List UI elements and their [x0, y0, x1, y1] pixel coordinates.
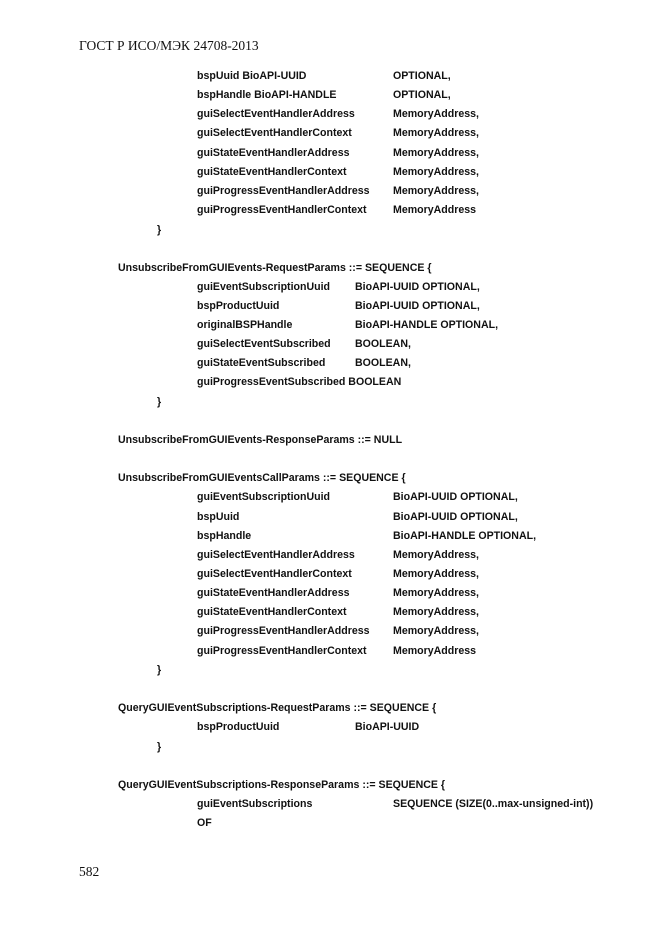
code-line-type: BioAPI-HANDLE OPTIONAL, — [355, 319, 499, 331]
code-line-type: MemoryAddress, — [393, 568, 479, 580]
code-line: guiProgressEventHandlerContext — [197, 645, 367, 657]
code-line-type: BOOLEAN, — [355, 338, 411, 350]
code-line-type: MemoryAddress, — [393, 166, 479, 178]
code-line-type: BioAPI-UUID — [355, 721, 420, 733]
code-line: bspHandle — [197, 530, 252, 542]
code-line-type: BioAPI-UUID OPTIONAL, — [355, 281, 480, 293]
code-line-type: MemoryAddress, — [393, 127, 479, 139]
code-line-type: MemoryAddress, — [393, 587, 479, 599]
code-line: UnsubscribeFromGUIEvents-RequestParams ::= SEQUENCE { — [118, 262, 432, 274]
code-line-type: MemoryAddress — [393, 645, 477, 657]
code-line: guiEventSubscriptionUuid — [197, 281, 331, 293]
code-line: } — [157, 741, 162, 753]
code-line: guiSelectEventHandlerContext — [197, 127, 352, 139]
code-line-type: BioAPI-UUID OPTIONAL, — [393, 511, 518, 523]
code-line: guiStateEventHandlerAddress — [197, 147, 350, 159]
code-line-type: MemoryAddress, — [393, 185, 479, 197]
code-line: QueryGUIEventSubscriptions-ResponseParams ::= SEQUENCE { — [118, 779, 446, 791]
code-line-type: SEQUENCE (SIZE(0..max-unsigned-int)) — [393, 798, 594, 810]
code-line: bspHandle BioAPI-HANDLE — [197, 89, 337, 101]
code-line-type: MemoryAddress, — [393, 625, 479, 637]
code-line-type: MemoryAddress, — [393, 108, 479, 120]
code-line-type: MemoryAddress, — [393, 549, 479, 561]
code-line: } — [157, 224, 162, 236]
code-line-type: MemoryAddress, — [393, 606, 479, 618]
code-line-type: BOOLEAN, — [355, 357, 411, 369]
code-line: guiStateEventHandlerContext — [197, 606, 347, 618]
code-line: bspProductUuid — [197, 300, 280, 312]
code-line: } — [157, 664, 162, 676]
code-line: guiProgressEventSubscribed BOOLEAN — [197, 376, 402, 388]
page-number: 582 — [79, 864, 100, 879]
code-line: bspProductUuid — [197, 721, 280, 733]
code-line: bspUuid BioAPI-UUID — [197, 70, 307, 82]
code-line: OF — [197, 817, 212, 829]
code-line: originalBSPHandle — [197, 319, 293, 331]
code-line: guiProgressEventHandlerAddress — [197, 625, 370, 637]
code-line: QueryGUIEventSubscriptions-RequestParams ::= SEQUENCE { — [118, 702, 437, 714]
code-line-type: OPTIONAL, — [393, 89, 451, 101]
code-line: guiSelectEventHandlerContext — [197, 568, 352, 580]
code-line-type: MemoryAddress — [393, 204, 477, 216]
code-line-type: BioAPI-UUID OPTIONAL, — [393, 491, 518, 503]
code-line: guiProgressEventHandlerContext — [197, 204, 367, 216]
code-line: UnsubscribeFromGUIEventsCallParams ::= SEQUENCE { — [118, 472, 406, 484]
code-line-type: BioAPI-HANDLE OPTIONAL, — [393, 530, 537, 542]
code-line: guiSelectEventHandlerAddress — [197, 549, 355, 561]
code-line: guiProgressEventHandlerAddress — [197, 185, 370, 197]
code-line: guiEventSubscriptionUuid — [197, 491, 331, 503]
code-line: guiStateEventSubscribed — [197, 357, 326, 369]
code-line: } — [157, 396, 162, 408]
code-line-type: BioAPI-UUID OPTIONAL, — [355, 300, 480, 312]
document-header: ГОСТ Р ИСО/МЭК 24708-2013 — [79, 38, 259, 53]
code-line: bspUuid — [197, 511, 240, 523]
code-line: guiStateEventHandlerAddress — [197, 587, 350, 599]
code-line: UnsubscribeFromGUIEvents-ResponseParams ::= NULL — [118, 434, 403, 446]
code-line-type: OPTIONAL, — [393, 70, 451, 82]
code-line-type: MemoryAddress, — [393, 147, 479, 159]
code-line: guiEventSubscriptions — [197, 798, 313, 810]
code-line: guiSelectEventSubscribed — [197, 338, 331, 350]
code-line: guiSelectEventHandlerAddress — [197, 108, 355, 120]
code-line: guiStateEventHandlerContext — [197, 166, 347, 178]
